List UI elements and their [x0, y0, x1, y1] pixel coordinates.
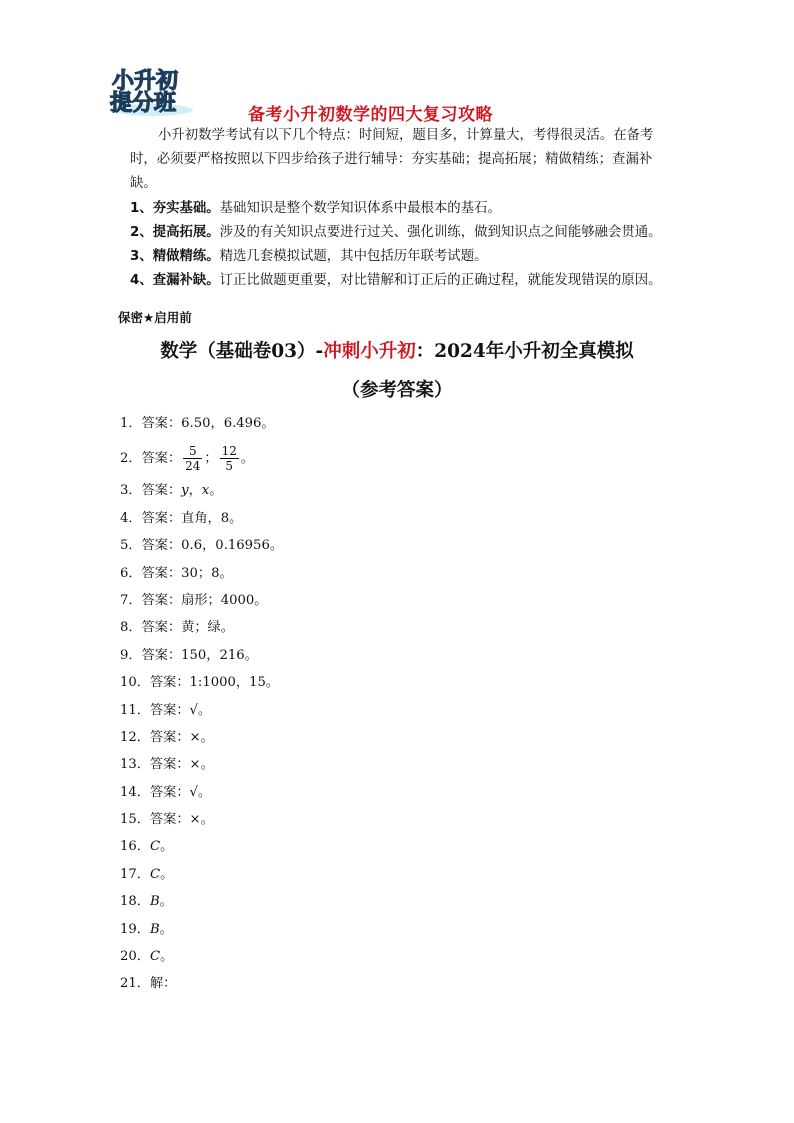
- answer-item: 7．答案：扇形；4000。: [120, 592, 268, 608]
- answer-item: 12．答案：×。: [120, 729, 214, 745]
- answer-item: 19．B。: [120, 921, 173, 937]
- svg-text:小升初: 小升初: [112, 69, 179, 94]
- answer-item: 20．C。: [120, 949, 174, 965]
- svg-text:提分班: 提分班: [110, 91, 177, 116]
- intro-paragraph: 小升初数学考试有以下几个特点：时间短，题目多，计算量大，考得很灵活。在备考时，必须要严格按照以下四步给孩子进行辅导：夯实基础；提高拓展；精做精练；查漏补缺。: [130, 128, 654, 191]
- answer-item: 10．答案：1:1000，15。: [120, 675, 280, 691]
- answer-item: 16．C。: [120, 839, 174, 855]
- answer-item: 21．解：: [120, 976, 177, 992]
- confidential-label: 保密★启用前: [118, 310, 192, 325]
- answer-item: 6．答案：30；8。: [120, 565, 233, 581]
- answer-item: 13．答案：×。: [120, 757, 214, 773]
- tip-item: 2、提高拓展。涉及的有关知识点要进行过关、强化训练，做到知识点之间能够融会贯通。: [130, 225, 662, 240]
- answer-item: 18．B。: [120, 894, 173, 910]
- header-title: 备考小升初数学的四大复习攻略: [248, 105, 493, 125]
- tip-item: 3、精做精练。精选几套模拟试题，其中包括历年联考试题。: [130, 249, 488, 264]
- document-subtitle: （参考答案）: [341, 380, 453, 401]
- answer-item: 14．答案：√。: [120, 784, 212, 800]
- fraction: $\frac{12}{5}$: [221, 444, 237, 474]
- answer-item: 2．答案： $\frac{5}{24}$ ； $\frac{12}{5}$ 。: [120, 444, 255, 474]
- logo: [108, 66, 198, 118]
- answer-item: 5．答案：0.6，0.16956。: [120, 538, 284, 554]
- answer-item: 3．答案：y，x。: [120, 483, 223, 499]
- tip-item: 4、查漏补缺。订正比做题更重要，对比错解和订正后的正确过程，就能发现错误的原因。: [130, 273, 662, 288]
- answer-item: 4．答案：直角，8。: [120, 510, 243, 526]
- document-title: 数学（基础卷03）-冲刺小升初：2024年小升初全真模拟: [160, 341, 634, 362]
- answer-item: 11．答案：√。: [120, 702, 212, 718]
- answer-list: [120, 413, 283, 1001]
- tip-item: 1、夯实基础。基础知识是整个数学知识体系中最根本的基石。: [130, 201, 501, 216]
- answer-item: 15．答案：×。: [120, 812, 214, 828]
- answer-item: 17．C。: [120, 866, 174, 882]
- answer-item: 9．答案：150，216。: [120, 647, 258, 663]
- answer-item: 1．答案：6.50，6.496。: [120, 416, 275, 431]
- tips-list: [130, 197, 690, 293]
- answer-item: 8．答案：黄；绿。: [120, 620, 234, 636]
- fraction: $\frac{5}{24}$: [185, 444, 201, 474]
